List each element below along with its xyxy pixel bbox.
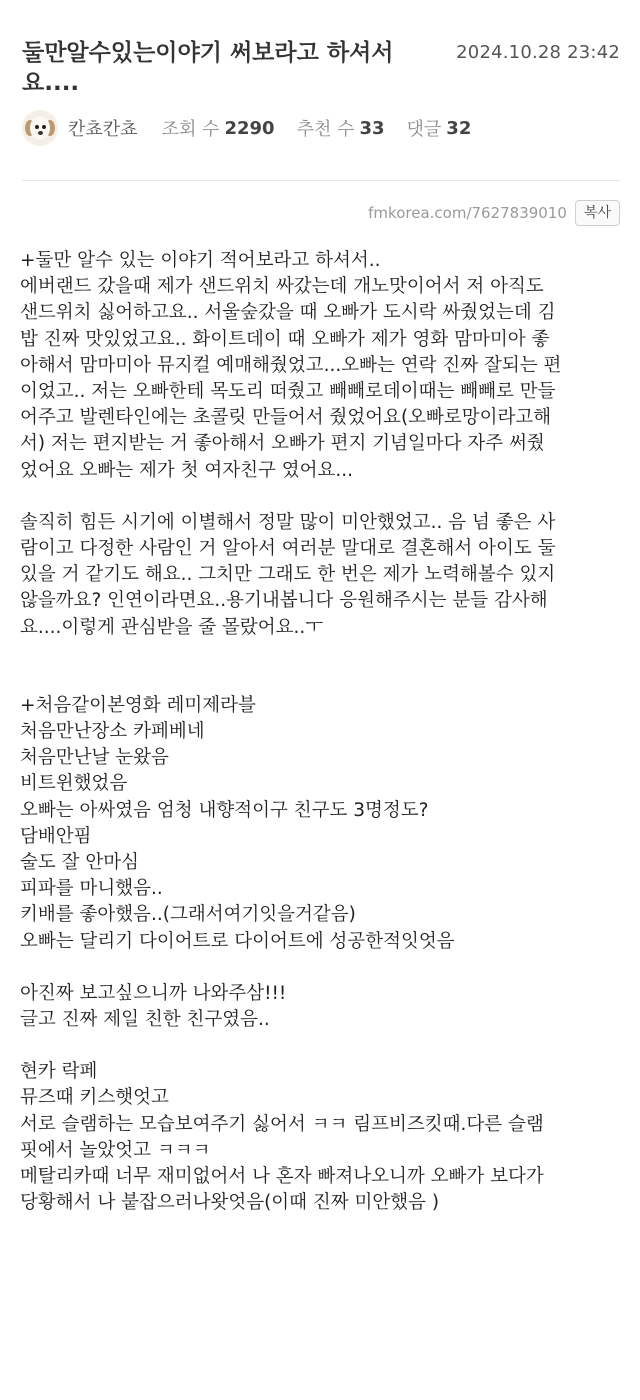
comments-label: 댓글 [406,119,442,140]
author-name[interactable]: 칸쵸칸쵸 [68,119,138,140]
content-line: 솔직히 힘든 시기에 이별해서 정말 많이 미안했었고.. 음 넘 좋은 사 [20,511,556,533]
post-meta [22,108,493,148]
content-line: 샌드위치 싫어하고요.. 서울숲갔을 때 오빠가 도시락 싸줬었는데 김 [20,302,556,324]
post-date: 2024.10.28 23:42 [456,42,620,63]
comments-count[interactable]: 32 [446,117,472,139]
views-label: 조회 수 [161,119,220,140]
paragraph-3 [20,693,622,955]
content-line: 술도 잘 안마심 [20,852,139,874]
content-line: 뮤즈때 키스햇엇고 [20,1087,169,1109]
content-line: 아해서 맘마미아 뮤지컬 예매해줬었고...오빠는 연락 진짜 잘되는 편 [20,354,562,376]
post-content [20,248,622,1217]
content-line: 어주고 발렌타인에는 초콜릿 만들어서 줬었어요(오빠로망이라고해 [20,407,552,429]
recommend-count: 33 [359,117,385,139]
paragraph-2 [20,510,622,641]
content-line: 글고 진짜 제일 친한 친구였음.. [20,1009,270,1031]
post-title: 둘만알수있는이야기 써보라고 하셔서 요.... [22,40,394,96]
paragraph-5 [20,1059,622,1216]
content-line: 에버랜드 갔을때 제가 샌드위치 싸갔는데 개노맛이어서 저 아직도 [20,276,544,298]
content-line: 키배를 좋아했음..(그래서여기잇을거같음) [20,904,356,926]
content-line: 밥 진짜 맛있었고요.. 화이트데이 때 오빠가 제가 영화 맘마미아 좋 [20,328,550,350]
content-line: 않을까요? 인연이라면요..용기내봅니다 응원해주시는 분들 감사해 [20,590,548,612]
content-line: 람이고 다정한 사람인 거 알아서 여러분 말대로 결혼해서 아이도 둘 [20,538,556,560]
content-line: 아진짜 보고싶으니까 나와주삼!!! [20,982,287,1004]
content-line: 담배안핌 [20,825,92,847]
url-row [368,200,620,226]
content-line: 메탈리카때 너무 재미없어서 나 혼자 빠져나오니까 오빠가 보다가 [20,1166,544,1188]
content-line: +둘만 알수 있는 이야기 적어보라고 하셔서.. [20,250,381,271]
content-line: 있을 거 같기도 해요.. 그치만 그래도 한 번은 제가 노력해볼수 있지 [20,564,556,586]
content-line: 피파를 마니했음.. [20,878,163,900]
views-count: 2290 [224,117,275,139]
copy-url-button[interactable]: 복사 [575,200,620,226]
content-line: 이었고.. 저는 오빠한테 목도리 떠줬고 빼빼로데이때는 빼빼로 만들 [20,381,556,403]
content-line: 오빠는 아싸였음 엄청 내향적이구 친구도 3명정도? [20,799,429,821]
content-line: 현카 락페 [20,1061,98,1083]
post-url[interactable]: fmkorea.com/7627839010 [368,204,567,222]
recommend-label: 추천 수 [296,119,355,140]
content-line: 오빠는 달리기 다이어트로 다이어트에 성공한적잇엇음 [20,930,455,952]
content-line: 요....이렇게 관심받을 줄 몰랐어요..ㅜ [20,616,324,638]
content-line: 었어요 오빠는 제가 첫 여자친구 였어요... [20,459,353,481]
content-line: 서) 저는 편지받는 거 좋아해서 오빠가 편지 기념일마다 자주 써줬 [20,433,545,455]
paragraph-1 [20,248,622,484]
content-line: +처음같이본영화 레미제라블 [20,694,256,716]
content-line: 처음만난장소 카페베네 [20,721,205,743]
content-line: 핏에서 놀았엇고 ㅋㅋㅋ [20,1139,211,1161]
puppy-avatar-icon[interactable] [22,110,58,146]
content-line: 당황해서 나 붙잡으러나왓엇음(이때 진짜 미안했음 ) [20,1192,440,1214]
content-line: 비트윈했었음 [20,773,128,795]
content-line: 서로 슬램하는 모습보여주기 싫어서 ㅋㅋ 림프비즈킷때.다른 슬램 [20,1113,544,1135]
content-line: 처음만난날 눈왔음 [20,747,169,769]
paragraph-4 [20,981,622,1033]
header-divider [22,180,620,181]
